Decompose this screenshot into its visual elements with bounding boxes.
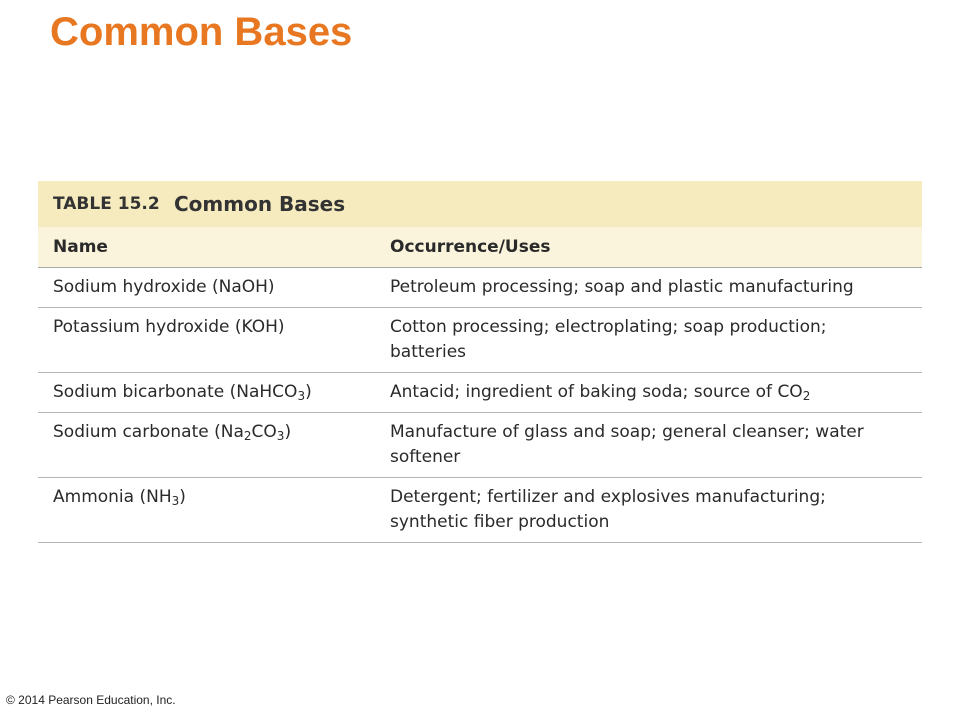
- base-uses-cell: [375, 308, 922, 373]
- column-header-name: Name: [38, 227, 375, 268]
- table-number: TABLE 15.2: [53, 194, 160, 214]
- base-name-text: Sodium bicarbonate (NaHCO: [53, 382, 298, 402]
- base-uses-cell: [375, 268, 922, 308]
- table-caption: [38, 181, 922, 227]
- base-uses-text: Detergent; fertilizer and explosives manufacturing; synthetic fiber production: [390, 487, 826, 532]
- subscript: 2: [802, 389, 811, 403]
- base-uses-text: Petroleum processing; soap and plastic manufacturing: [390, 277, 854, 297]
- base-name-cell: [38, 308, 375, 373]
- table-row: [38, 478, 922, 543]
- base-name-text: Ammonia (NH: [53, 487, 172, 507]
- table-row: [38, 413, 922, 478]
- base-name-cell: [38, 413, 375, 478]
- table-row: [38, 373, 922, 413]
- base-name-text: Potassium hydroxide (KOH): [53, 317, 285, 337]
- subscript: 3: [297, 389, 306, 403]
- base-uses-text: Manufacture of glass and soap; general cleanser; water softener: [390, 422, 864, 467]
- subscript: 3: [171, 494, 180, 508]
- subscript: 3: [276, 429, 285, 443]
- header-row: [38, 227, 922, 268]
- subscript: 2: [243, 429, 252, 443]
- base-name-text-mid: CO: [251, 422, 277, 442]
- slide-title: Common Bases: [50, 10, 353, 54]
- common-bases-table: [38, 181, 922, 543]
- base-name-text-end: ): [179, 487, 186, 507]
- base-name-text: Sodium carbonate (Na: [53, 422, 244, 442]
- data-table: [38, 227, 922, 543]
- base-name-cell: [38, 373, 375, 413]
- base-uses-text: Cotton processing; electroplating; soap production; batteries: [390, 317, 827, 362]
- copyright-notice: © 2014 Pearson Education, Inc.: [6, 693, 176, 707]
- base-uses-text: Antacid; ingredient of baking soda; source of CO: [390, 382, 803, 402]
- base-uses-cell: [375, 373, 922, 413]
- base-name-text-end: ): [305, 382, 312, 402]
- table-row: [38, 308, 922, 373]
- table-row: [38, 268, 922, 308]
- base-name-cell: [38, 478, 375, 543]
- base-name-text: Sodium hydroxide (NaOH): [53, 277, 275, 297]
- base-name-cell: [38, 268, 375, 308]
- table-title: Common Bases: [174, 192, 346, 216]
- base-uses-cell: [375, 478, 922, 543]
- column-header-uses: Occurrence/Uses: [375, 227, 922, 268]
- base-name-text-end: ): [284, 422, 292, 442]
- base-uses-cell: [375, 413, 922, 478]
